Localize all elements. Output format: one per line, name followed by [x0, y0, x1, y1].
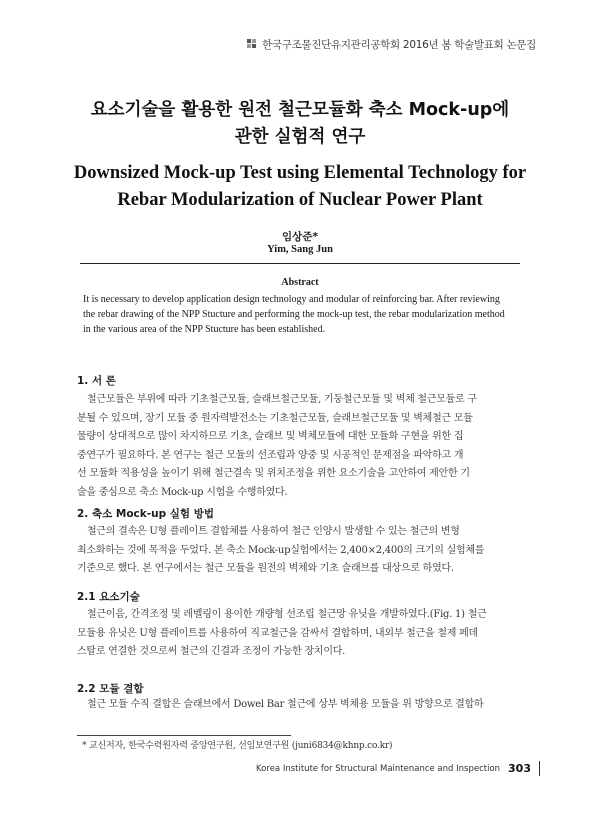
abstract-line: It is necessary to develop application design technology and modular of reinforcing bar. After reviewing: [83, 294, 500, 305]
title-divider: [80, 263, 520, 264]
paragraph-line: 물량이 상대적으로 많이 차지하므로 기초, 슬래브 및 벽체모듈에 대한 모듈화 구현을 위한 집: [77, 431, 464, 443]
section-2-2-heading: 2.2 모듈 결합: [77, 683, 144, 695]
paragraph-line: 철근모듈은 부위에 따라 기초철근모듈, 슬래브철근모듈, 기둥철근모듈 및 벽체 철근모듈로 구: [87, 394, 477, 405]
abstract-body: [83, 292, 517, 337]
section-2-heading: 2. 축소 Mock-up 실험 방법: [77, 508, 214, 520]
korean-title-line-1: 요소기술을 활용한 원전 철근모듈화 축소 Mock-up에: [90, 100, 510, 120]
english-title: [0, 160, 600, 214]
section-2-2-body: [77, 696, 523, 715]
section-1-body: [77, 391, 523, 503]
paragraph-line: 중연구가 필요하다. 본 연구는 철근 모듈의 선조립과 양중 및 시공적인 문제점을 파악하고 개: [77, 449, 464, 461]
author-name-korean: 임상준*: [282, 231, 318, 243]
footer-institution: Korea Institute for Structural Maintenance and Inspection: [256, 763, 501, 774]
paragraph-line: 철근이음, 간격조정 및 레벨링이 용이한 개량형 선조립 철근망 유닛을 개발하였다.(Fig. 1) 철근: [87, 609, 487, 620]
abstract-heading: Abstract: [281, 277, 319, 288]
abstract-line: in the various area of the NPP Stucture has been established.: [83, 324, 326, 335]
running-header-text: 한국구조물진단유지관리공학회 2016년 봄 학술발표회 논문집: [262, 39, 536, 51]
korean-title-line-2: 관한 실험적 연구: [234, 127, 366, 147]
paragraph-line: 모듈용 유닛은 U형 플레이트를 사용하여 직교철근을 감싸서 결합하며, 내외부 철근을 철제 페데: [77, 627, 478, 639]
english-title-line-1: Downsized Mock-up Test using Elemental Technology for: [73, 163, 527, 183]
paragraph-line: 철근의 결속은 U형 플레이트 결합체를 사용하여 철근 인양시 발생할 수 있는 철근의 변형: [87, 526, 460, 537]
english-title-line-2: Rebar Modularization of Nuclear Power Plant: [117, 190, 483, 210]
author-name-english: Yim, Sang Jun: [267, 244, 333, 255]
journal-logo-icon: [247, 39, 258, 50]
page-footer: [256, 761, 540, 776]
section-2-1-body: [77, 606, 523, 662]
page-number: 303: [508, 762, 531, 775]
korean-title: [0, 97, 600, 151]
footer-divider: [539, 761, 540, 776]
paragraph-line: 선 모듈화 적용성을 높이기 위해 철근결속 및 위치조정을 위한 요소기술을 고안하여 제안한 기: [77, 468, 470, 480]
section-2-body: [77, 523, 523, 579]
paragraph-line: 기준으로 했다. 본 연구에서는 철근 모듈을 원전의 벽체와 기초 슬래브를 대상으로 하였다.: [77, 563, 454, 575]
paragraph-line: 철근 모듈 수직 결합은 슬래브에서 Dowel Bar 철근에 상부 벽체용 모듈을 위 방향으로 결합하: [87, 699, 484, 710]
footnote-divider: [77, 735, 291, 736]
paragraph-line: 술을 중심으로 축소 Mock-up 시험을 수행하였다.: [77, 486, 288, 498]
running-header: [247, 37, 536, 52]
abstract-line: the rebar drawing of the NPP Stucture and performing the mock-up test, the rebar modularization method: [83, 309, 505, 320]
section-1-heading: 1. 서 론: [77, 375, 116, 387]
section-2-1-heading: 2.1 요소기술: [77, 591, 140, 603]
paragraph-line: 최소화하는 것에 목적을 두었다. 본 축소 Mock-up실험에서는 2,400×2,400의 크기의 실험체를: [77, 544, 485, 556]
paragraph-line: 스탈로 연결한 것으로써 철근의 긴결과 조정이 가능한 장치이다.: [77, 646, 346, 658]
paragraph-line: 분될 수 있으며, 장기 모듈 중 원자력발전소는 기초철근모듈, 슬래브철근모듈 및 벽체철근 모듈: [77, 412, 473, 424]
footnote: * 교신저자, 한국수력원자력 중앙연구원, 선임보연구원 (juni6834@khnp.co.kr): [82, 741, 393, 751]
